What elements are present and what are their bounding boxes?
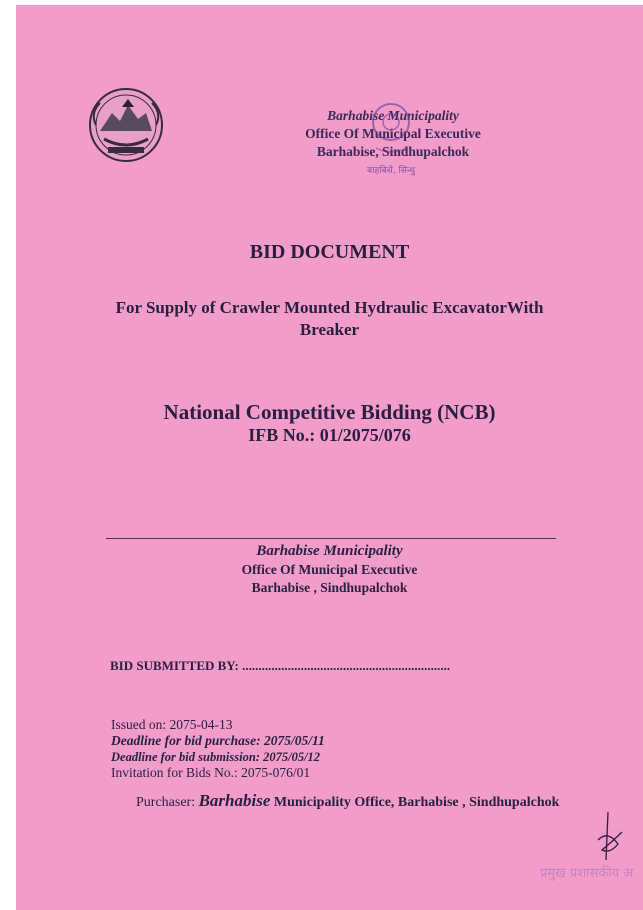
divider-line — [106, 538, 556, 539]
nepal-emblem-icon — [86, 85, 166, 165]
subject-line-2: Breaker — [299, 320, 360, 339]
official-seal-text: प्रमुख प्रशासकीय अ — [540, 866, 634, 881]
issuer-location: Barhabise , Sindhupalchok — [251, 580, 408, 595]
bid-submitted-by: BID SUBMITTED BY: ................................................................ — [110, 658, 451, 673]
purchaser-line — [136, 791, 559, 811]
purchaser-details: Municipality Office, Barhabise , Sindhupalchok — [273, 795, 560, 810]
subject-line-1: For Supply of Crawler Mounted Hydraulic ExcavatorWith — [115, 298, 544, 317]
issuer-municipality: Barhabise Municipality — [256, 543, 403, 559]
document-title: BID DOCUMENT — [249, 241, 410, 263]
document-page — [16, 5, 643, 910]
deadline-purchase: Deadline for bid purchase: 2075/05/11 — [111, 733, 325, 748]
header-location: Barhabise, Sindhupalchok — [316, 144, 470, 159]
issuer-office: Office Of Municipal Executive — [241, 562, 418, 577]
deadline-submission: Deadline for bid submission: 2075/05/12 — [111, 750, 321, 764]
stamp-text: बाहबिसे, सिन्धु — [367, 166, 415, 176]
purchaser-label: Purchaser: — [136, 795, 196, 810]
header-office: Office Of Municipal Executive — [305, 126, 481, 141]
signature-icon — [588, 810, 628, 870]
invitation-number: Invitation for Bids No.: 2075-076/01 — [111, 765, 311, 780]
bidding-type: National Competitive Bidding (NCB) — [163, 400, 496, 424]
header-municipality: Barhabise Municipality — [327, 108, 459, 123]
purchaser-name: Barhabise — [198, 791, 271, 810]
issued-on: Issued on: 2075-04-13 — [111, 717, 233, 732]
ifb-number: IFB No.: 01/2075/076 — [248, 425, 411, 445]
